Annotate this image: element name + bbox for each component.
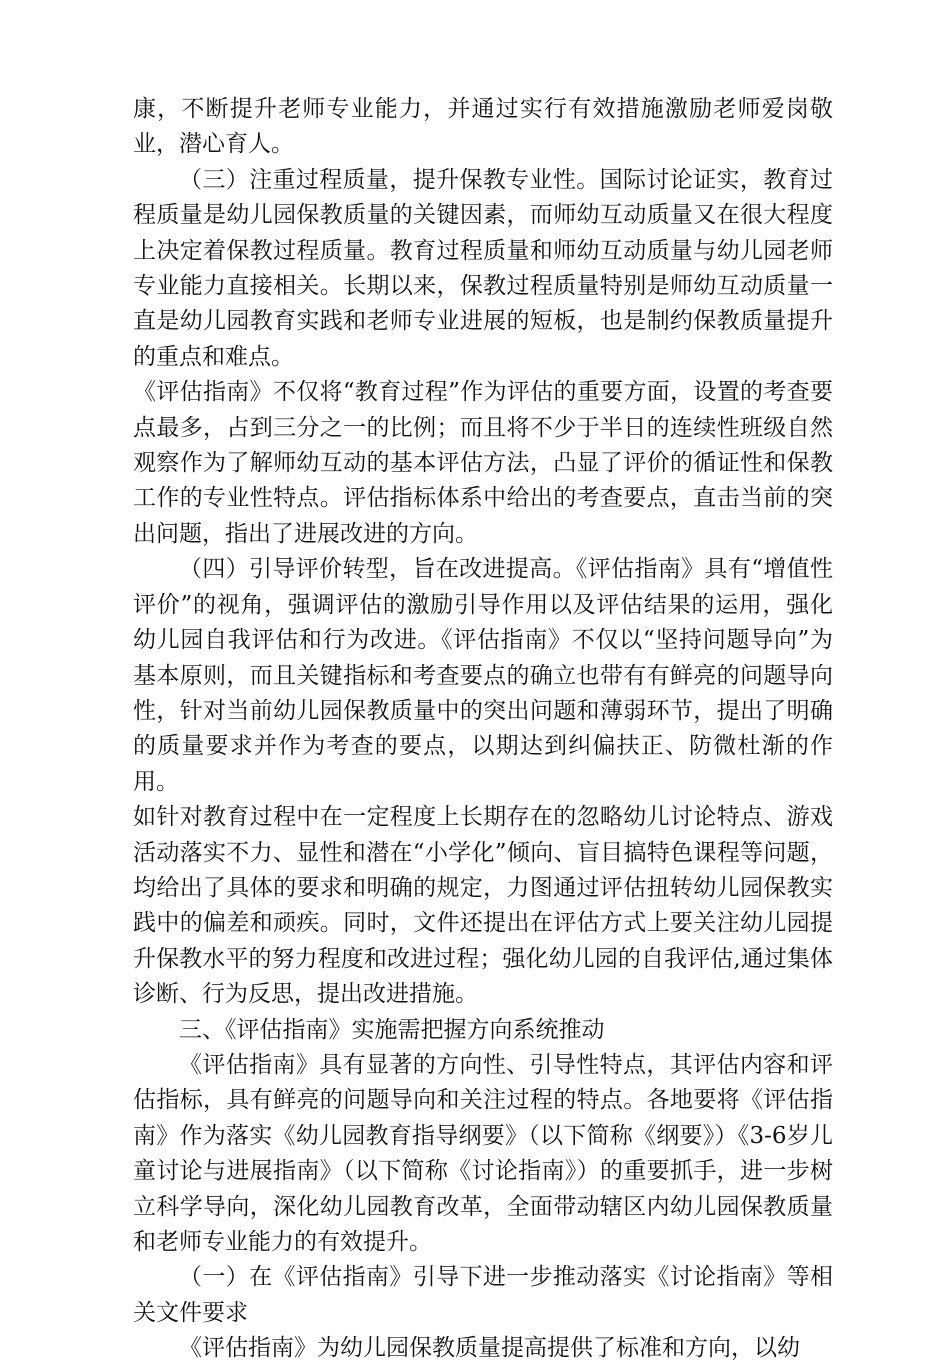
paragraph-7: 《评估指南》为幼儿园保教质量提高提供了标准和方向，以幼 bbox=[179, 1335, 800, 1362]
paragraph-4: （四）引导评价转型，旨在改进提高。《评估指南》具有“增值性评价”的视角，强调评估的激励引导作用以及评估结果的运用，强化幼儿园自我评估和行为改进。《评估指南》不仅以“坚持问题导向”为基本原则，而且关键指标和考查要点的确立也带有有鲜亮的问题导向性，针对当前幼儿园保教质量中的突出问题和薄弱环节，提出了明确的质量要求并作为考查的要点，以期达到纠偏扶正、防微杜渐的作用。 bbox=[133, 556, 833, 795]
paragraph-3: 《评估指南》不仅将“教育过程”作为评估的重要方面，设置的考查要点最多，占到三分之一的比例；而且将不少于半日的连续性班级自然观察作为了解师幼互动的基本评估方法，凸显了评价的循证性和保教工作的专业性特点。评估指标体系中给出的考查要点，直击当前的突出问题，指出了进展改进的方向。 bbox=[133, 379, 833, 547]
paragraph-6: 《评估指南》具有显著的方向性、引导性特点，其评估内容和评估指标，具有鲜亮的问题导向和关注过程的特点。各地要将《评估指南》作为落实《幼儿园教育指导纲要》（以下简称《纲要》）《3-6岁儿童讨论与进展指南》（以下简称《讨论指南》）的重要抓手，进一步树立科学导向，深化幼儿园教育改革，全面带动辖区内幼儿园保教质量和老师专业能力的有效提升。 bbox=[133, 1051, 833, 1255]
paragraph-5: 如针对教育过程中在一定程度上长期存在的忽略幼儿讨论特点、游戏活动落实不力、显性和潜在“小学化”倾向、盲目搞特色课程等问题，均给出了具体的要求和明确的规定，力图通过评估扭转幼儿园保教实践中的偏差和顽疾。同时，文件还提出在评估方式上要关注幼儿园提升保教水平的努力程度和改进过程；强化幼儿园的自我评估,通过集体诊断、行为反思，提出改进措施。 bbox=[133, 804, 833, 1008]
document-page bbox=[133, 92, 833, 1367]
paragraph-1: 康，不断提升老师专业能力，并通过实行有效措施激励老师爱岗敬业，潜心育人。 bbox=[133, 96, 833, 158]
section-heading: 三、《评估指南》实施需把握方向系统推动 bbox=[179, 1016, 605, 1043]
subsection-heading: （一）在《评估指南》引导下进一步推动落实《讨论指南》等相关文件要求 bbox=[133, 1264, 833, 1326]
paragraph-2: （三）注重过程质量，提升保教专业性。国际讨论证实，教育过程质量是幼儿园保教质量的关键因素，而师幼互动质量又在很大程度上决定着保教过程质量。教育过程质量和师幼互动质量与幼儿园老师专业能力直接相关。长期以来，保教过程质量特别是师幼互动质量一直是幼儿园教育实践和老师专业进展的短板，也是制约保教质量提升的重点和难点。 bbox=[133, 166, 833, 370]
